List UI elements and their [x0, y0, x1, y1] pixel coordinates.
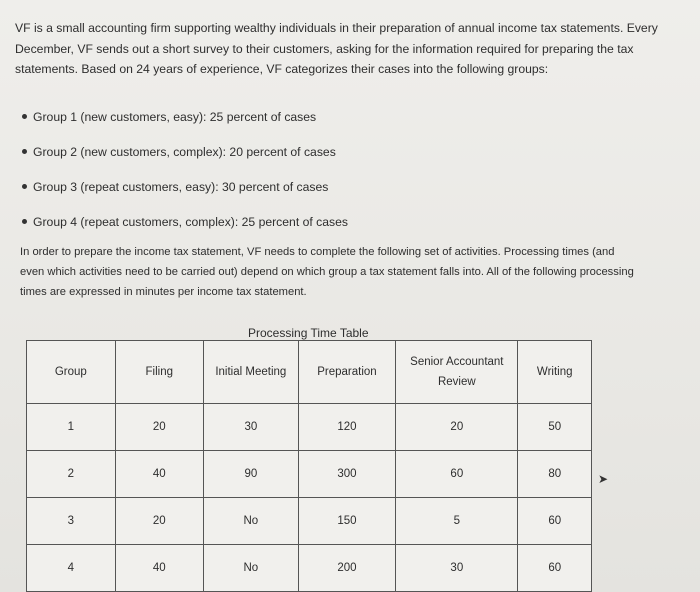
- bullet-icon: [22, 184, 27, 189]
- cell-preparation: 120: [298, 404, 396, 451]
- processing-time-table: [26, 340, 592, 592]
- cell-filing: 40: [115, 545, 203, 592]
- header-initial-meeting: Initial Meeting: [203, 341, 298, 404]
- group-item: [20, 141, 520, 176]
- cell-filing: 40: [115, 451, 203, 498]
- cell-senior-review: 60: [396, 451, 518, 498]
- cell-group: 1: [27, 404, 116, 451]
- table-row: [27, 498, 592, 545]
- cell-senior-review: 5: [396, 498, 518, 545]
- cell-senior-review: 30: [396, 545, 518, 592]
- group-item-text: Group 3 (repeat customers, easy): 30 percent of cases: [33, 180, 329, 194]
- table-row: [27, 404, 592, 451]
- cell-group: 4: [27, 545, 116, 592]
- cell-initial-meeting: No: [203, 498, 298, 545]
- header-senior-accountant-review: Senior Accountant Review: [396, 341, 518, 404]
- cell-preparation: 150: [298, 498, 396, 545]
- cell-group: 2: [27, 451, 116, 498]
- table-row: [27, 545, 592, 592]
- group-item-text: Group 1 (new customers, easy): 25 percent of cases: [33, 110, 317, 124]
- group-list: [20, 106, 520, 246]
- cell-filing: 20: [115, 404, 203, 451]
- header-filing: Filing: [115, 341, 203, 404]
- cell-writing: 50: [518, 404, 592, 451]
- mouse-cursor-icon: ➤: [598, 472, 609, 486]
- group-item-text: Group 4 (repeat customers, complex): 25 percent of cases: [33, 215, 348, 229]
- group-item: [20, 106, 520, 141]
- bullet-icon: [22, 149, 27, 154]
- cell-group: 3: [27, 498, 116, 545]
- header-preparation: Preparation: [298, 341, 396, 404]
- header-group: Group: [27, 341, 116, 404]
- group-item: [20, 211, 520, 246]
- table-title: Processing Time Table: [248, 326, 369, 340]
- cell-preparation: 200: [298, 545, 396, 592]
- intro-paragraph: VF is a small accounting firm supporting wealthy individuals in their preparation of annual income tax statements. Every December, VF sends out a short survey to their customers, asking for the information required for preparing the tax statements. Based on 24 years of experience, VF categorizes their cases into the following groups:: [15, 21, 658, 76]
- cell-initial-meeting: 90: [203, 451, 298, 498]
- cell-writing: 80: [518, 451, 592, 498]
- bullet-icon: [22, 219, 27, 224]
- activities-paragraph: In order to prepare the income tax statement, VF needs to complete the following set of activities. Processing times (and even which activities need to be carried out) depend on which group a tax statement falls into. All of the following processing times are expressed in minutes per income tax statement.: [20, 246, 634, 298]
- cell-initial-meeting: No: [203, 545, 298, 592]
- cell-filing: 20: [115, 498, 203, 545]
- cell-writing: 60: [518, 545, 592, 592]
- cell-senior-review: 20: [396, 404, 518, 451]
- cell-preparation: 300: [298, 451, 396, 498]
- cell-writing: 60: [518, 498, 592, 545]
- table-header-row: [27, 341, 592, 404]
- table-row: [27, 451, 592, 498]
- group-item: [20, 176, 520, 211]
- group-item-text: Group 2 (new customers, complex): 20 percent of cases: [33, 145, 336, 159]
- header-writing: Writing: [518, 341, 592, 404]
- cell-initial-meeting: 30: [203, 404, 298, 451]
- bullet-icon: [22, 114, 27, 119]
